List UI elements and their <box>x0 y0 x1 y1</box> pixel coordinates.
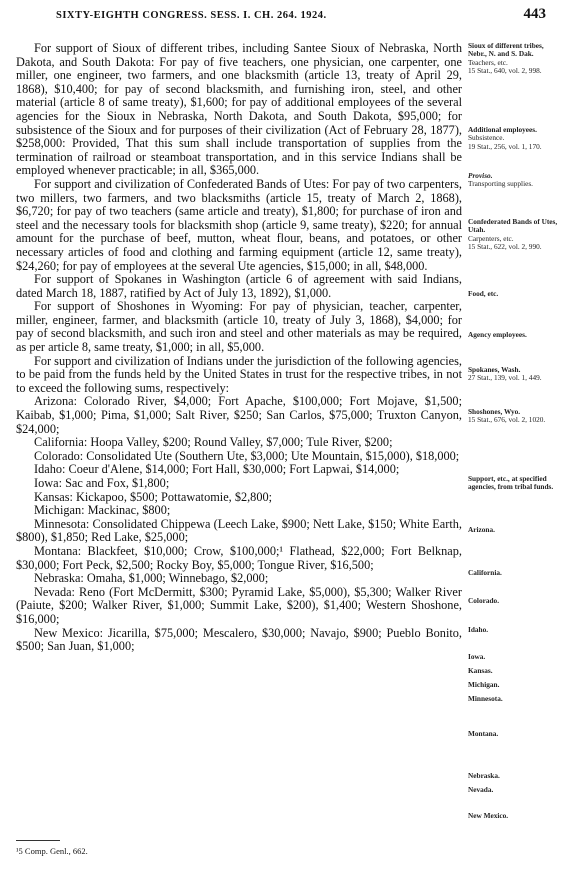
margin-note <box>468 290 562 298</box>
margin-note-head: Shoshones, Wyo. <box>468 407 521 416</box>
margin-note-head: Agency employees. <box>468 330 527 339</box>
margin-note-head: Kansas. <box>468 666 493 675</box>
margin-note <box>468 408 562 425</box>
margin-note-head: Arizona. <box>468 525 495 534</box>
paragraph-nebraska: Nebraska: Omaha, $1,000; Winnebago, $2,000; <box>34 571 269 586</box>
running-head: SIXTY-EIGHTH CONGRESS. SESS. I. CH. 264. 1924. <box>56 10 327 21</box>
margin-note-head: Food, etc. <box>468 289 499 298</box>
main-text <box>16 42 462 654</box>
margin-note-head: Nevada. <box>468 785 494 794</box>
paragraph-utes: For support and civilization of Confederated Bands of Utes: For pay of two carpenters, two millers, two farmers, and two blacksmiths (article 15, treaty of March 2, 1868), $6,720; for pay of two teachers (same article and treaty), $1,800; for purchase of iron and steel and the necessary tools for blacksmith shop (article 9, same treaty), $220; for annual amount for the purchase of beef, mutton, wheat flour, beans, and potatoes, or other necessary articles of food and clothing and farming equipment (article 12, same treaty), $24,260; for pay of employees at the several Ute agencies, $15,000; in all, $48,000. <box>16 176 462 273</box>
paragraph-kansas: Kansas: Kickapoo, $500; Pottawatomie, $2,800; <box>34 489 273 504</box>
margin-note-sub: Transporting supplies. <box>468 179 534 189</box>
margin-note <box>468 475 562 492</box>
margin-note-head: Proviso. <box>468 171 493 180</box>
margin-note-head: Idaho. <box>468 625 489 634</box>
margin-note <box>468 569 562 577</box>
margin-note-head: Michigan. <box>468 680 500 689</box>
margin-note-head: Support, etc., at specified agencies, from tribal funds. <box>468 474 554 492</box>
paragraph-california: California: Hoopa Valley, $200; Round Valley, $7,000; Tule River, $200; <box>34 435 393 450</box>
paragraph-idaho: Idaho: Coeur d'Alene, $14,000; Fort Hall, $30,000; Fort Lapwai, $14,000; <box>34 462 400 477</box>
margin-note <box>468 812 562 820</box>
margin-note <box>468 772 562 780</box>
margin-note-sub: 15 Stat., 622, vol. 2, 990. <box>468 241 542 251</box>
margin-note-sub: Subsistence. <box>468 133 505 143</box>
paragraph-iowa: Iowa: Sac and Fox, $1,800; <box>34 476 170 490</box>
margin-note <box>468 526 562 534</box>
margin-note <box>468 730 562 738</box>
footnote: ¹5 Comp. Genl., 662. <box>16 846 88 856</box>
margin-note-sub: 27 Stat., 139, vol. 1, 449. <box>468 373 542 383</box>
margin-note-head: California. <box>468 568 502 577</box>
margin-note <box>468 126 562 151</box>
paragraph-michigan: Michigan: Mackinac, $800; <box>34 503 171 518</box>
paragraph-colorado: Colorado: Consolidated Ute (Southern Ute, $3,000; Ute Mountain, $15,000), $18,000; <box>34 448 460 463</box>
margin-note-head: Montana. <box>468 729 499 738</box>
page-number: 443 <box>523 6 546 22</box>
paragraph-sioux: For support of Sioux of different tribes, including Santee Sioux of Nebraska, North Dakota, and South Dakota: For pay of five teachers, one physician, one carpenter, one miller, one engineer, two farmers, and one blacksmith (article 13, treaty of April 29, 1868), $10,400; for pay of second blacksmith, and furnishing iron, steel, and other material (article 8 of same treaty), $1,600; for pay of additional employees of the several agencies for the Sioux in Nebraska, North Dakota, and South Dakota, $95,000; for subsistence of the Sioux and for purposes of their civilization (Act of February 28, 1877), $258,000: Provided, That this sum shall include transportation of supplies from the termination of railroad or steamboat transportation, and in this service Indians shall be employed whenever practicable; in all, $365,000. <box>16 41 462 178</box>
margin-note-sub: 15 Stat., 676, vol. 2, 1020. <box>468 415 546 425</box>
paragraph-arizona: Arizona: Colorado River, $4,000; Fort Apache, $100,000; Fort Mojave, $1,500; Kaibab, $1,000; Pima, $1,000; Salt River, $250; San Carlos, $75,000; Truxton Canyon, $24,000; <box>16 394 462 436</box>
margin-note-sub: Carpenters, etc. <box>468 233 514 243</box>
margin-note-head: Colorado. <box>468 596 500 605</box>
margin-note-head: Nebraska. <box>468 771 500 780</box>
margin-note <box>468 626 562 634</box>
paragraph-montana: Montana: Blackfeet, $10,000; Crow, $100,000;¹ Flathead, $22,000; Fort Belknap, $30,000; Fort Peck, $2,500; Rocky Boy, $5,000; Tongue River, $16,500; <box>16 543 462 572</box>
margin-note-head: Spokanes, Wash. <box>468 365 521 374</box>
margin-note-head: New Mexico. <box>468 811 509 820</box>
margin-note <box>468 331 562 339</box>
paragraph-agencies: For support and civilization of Indians under the jurisdiction of the following agencies, to be paid from the funds held by the United States in trust for the respective tribes, in not to exceed the following sums, respectively: <box>16 353 462 395</box>
margin-note <box>468 786 562 794</box>
footnote-rule <box>16 840 60 841</box>
margin-note-head: Additional employees. <box>468 125 537 134</box>
margin-note-sub: 15 Stat., 640, vol. 2, 998. <box>468 65 542 75</box>
margin-note <box>468 218 562 251</box>
margin-note <box>468 653 562 661</box>
paragraph-shoshones: For support of Shoshones in Wyoming: For pay of physician, teacher, carpenter, miller, engineer, farmer, and blacksmith (article 10, treaty of July 3, 1868), $4,000; for pay of second blacksmith, and such iron and steel and other materials as may be required, as per article 8, same treaty, $1,000; in all, $5,000. <box>16 299 462 355</box>
margin-note <box>468 366 562 383</box>
margin-note <box>468 695 562 703</box>
margin-note-sub: 19 Stat., 256, vol. 1, 170. <box>468 141 542 151</box>
paragraph-nevada: Nevada: Reno (Fort McDermitt, $300; Pyramid Lake, $5,000), $5,300; Walker River (Paiute, $200; Walker River, $1,000; Summit Lake, $200), $1,400; Western Shoshone, $16,000; <box>16 584 462 626</box>
margin-note <box>468 597 562 605</box>
margin-note <box>468 667 562 675</box>
margin-note <box>468 42 562 75</box>
margin-note-head: Iowa. <box>468 652 486 661</box>
margin-note-head: Confederated Bands of Utes, Utah. <box>468 217 558 235</box>
margin-note <box>468 172 562 189</box>
paragraph-spokanes: For support of Spokanes in Washington (article 6 of agreement with said Indians, dated March 18, 1887, ratified by Act of July 13, 1892), $1,000. <box>16 272 462 300</box>
paragraph-minnesota: Minnesota: Consolidated Chippewa (Leech Lake, $900; Nett Lake, $150; White Earth, $800), $1,850; Red Lake, $25,000; <box>16 516 462 545</box>
margin-note-head: Minnesota. <box>468 694 503 703</box>
paragraph-new-mexico: New Mexico: Jicarilla, $75,000; Mescalero, $30,000; Navajo, $900; Pueblo Bonito, $500; San Juan, $1,000; <box>16 625 462 654</box>
margin-note <box>468 681 562 689</box>
margin-note-head: Sioux of different tribes, Nebr., N. and S. Dak. <box>468 41 544 59</box>
margin-note-sub: Teachers, etc. <box>468 57 508 67</box>
